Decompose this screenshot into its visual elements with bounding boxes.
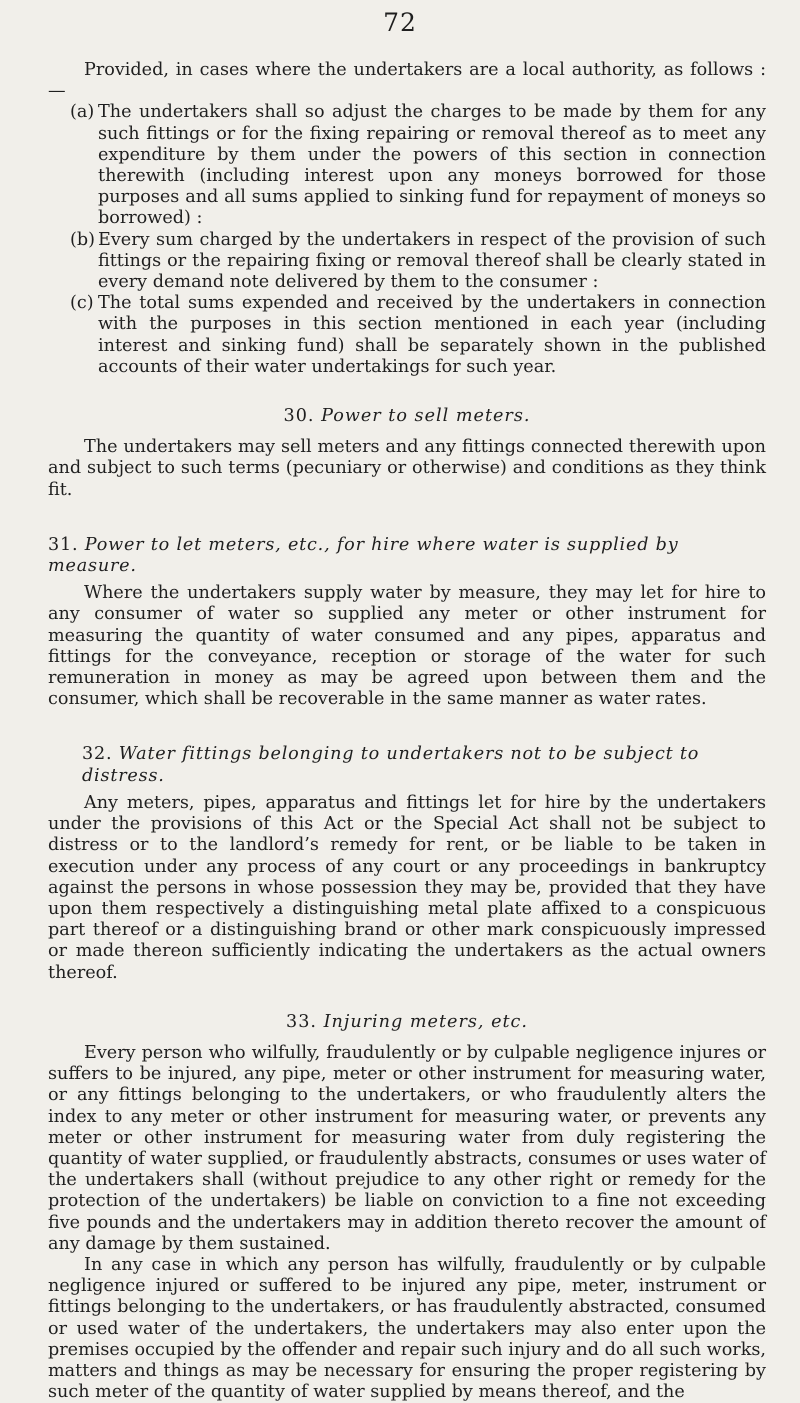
body-text [48, 60, 766, 1403]
section-31-paragraph: Where the undertakers supply water by measure, they may let for hire to any consumer of water so supplied any meter or other instrument for measuring the quantity of water consumed and any pipes, apparatus and fittings for the conveyance, reception or storage of the water for such remuneration in money as may be agreed upon between them and the consumer, which shall be recoverable in the same manner as water rates. [48, 583, 766, 710]
section-32-heading [48, 744, 766, 786]
section-number: 30. [283, 406, 315, 427]
section-33-heading [48, 1012, 766, 1033]
proviso-item-c [48, 293, 766, 378]
item-text: Every sum charged by the undertakers in respect of the provision of such fittings or the repairing fixing or removal thereof shall be clearly stated in every demand note delivered by them to the consumer : [98, 229, 766, 293]
item-label: (a) [70, 102, 95, 123]
proviso-item-b [48, 230, 766, 294]
section-32-paragraph: Any meters, pipes, apparatus and fittings let for hire by the undertakers under the provisions of this Act or the Special Act shall not be subject to distress or to the landlord’s remedy for rent, or be liable to be taken in execution under any process of any court or any proceedings in bankruptcy against the persons in whose possession they may be, provided that they have upon them respectively a distinguishing metal plate affixed to a conspicuous part thereof or a distinguishing brand or other mark conspicuously impressed or made thereon sufficiently indicating the undertakers as the actual owners thereof. [48, 792, 766, 983]
item-text: The total sums expended and received by the undertakers in connection with the purposes in this section mentioned in each year (including interest and sinking fund) shall be separately shown in the published accounts of their water undertakings for such year. [98, 293, 766, 377]
item-text: The undertakers shall so adjust the charges to be made by them for any such fittings or for the fixing repairing or removal thereof as to meet any expenditure by them under the powers of this section in connection therewith (including interest upon any moneys borrowed for those purposes and all sums applied to sinking fund for repayment of moneys so borrowed) : [98, 102, 766, 229]
item-label: (b) [70, 229, 95, 250]
section-number: 33. [286, 1011, 317, 1032]
proviso-item-a [48, 102, 766, 229]
section-number: 31. [48, 534, 79, 555]
section-number: 32. [82, 744, 113, 765]
proviso-paragraph: Provided, in cases where the undertakers are a local authority, as follows :— [48, 60, 766, 102]
section-30-heading [48, 406, 766, 427]
section-31-heading [48, 535, 766, 577]
section-title: Water fittings belonging to undertakers not to be subject to distress. [82, 744, 700, 786]
item-label: (c) [70, 293, 94, 314]
section-33-paragraph-1: Every person who wilfully, fraudulently or by culpable negligence injures or suffers to be injured, any pipe, meter or other instrument for measuring water, or any fittings belonging to the undertakers, or who fraudulently alters the index to any meter or other instrument for measuring water, or prevents any meter or other instrument for measuring water from duly registering the quantity of water supplied, or fraudulently abstracts, consumes or uses water of the undertakers shall (without prejudice to any other right or remedy for the protection of the undertakers) be liable on conviction to a fine not exceeding five pounds and the undertakers may in addition thereto recover the amount of any damage by them sustained. [48, 1042, 766, 1254]
section-30-paragraph: The undertakers may sell meters and any fittings connected therewith upon and subject to such terms (pecuniary or otherwise) and conditions as they think fit. [48, 437, 766, 500]
page-number: 72 [383, 8, 417, 37]
section-33-paragraph-2: In any case in which any person has wilfully, fraudulently or by culpable negligence injured or suffered to be injured any pipe, meter, instrument or fittings belonging to the undertakers, or has fraudulently abstracted, consumed or used water of the undertakers, the undertakers may also enter upon the premises occupied by the offender and repair such injury and do all such works, matters and things as may be necessary for ensuring the proper registering by such meter of the quantity of water supplied by means thereof, and the [48, 1254, 766, 1403]
section-title: Power to sell meters. [321, 406, 531, 427]
section-title: Power to let meters, etc., for hire where water is supplied by measure. [48, 534, 679, 577]
section-title: Injuring meters, etc. [323, 1011, 528, 1032]
